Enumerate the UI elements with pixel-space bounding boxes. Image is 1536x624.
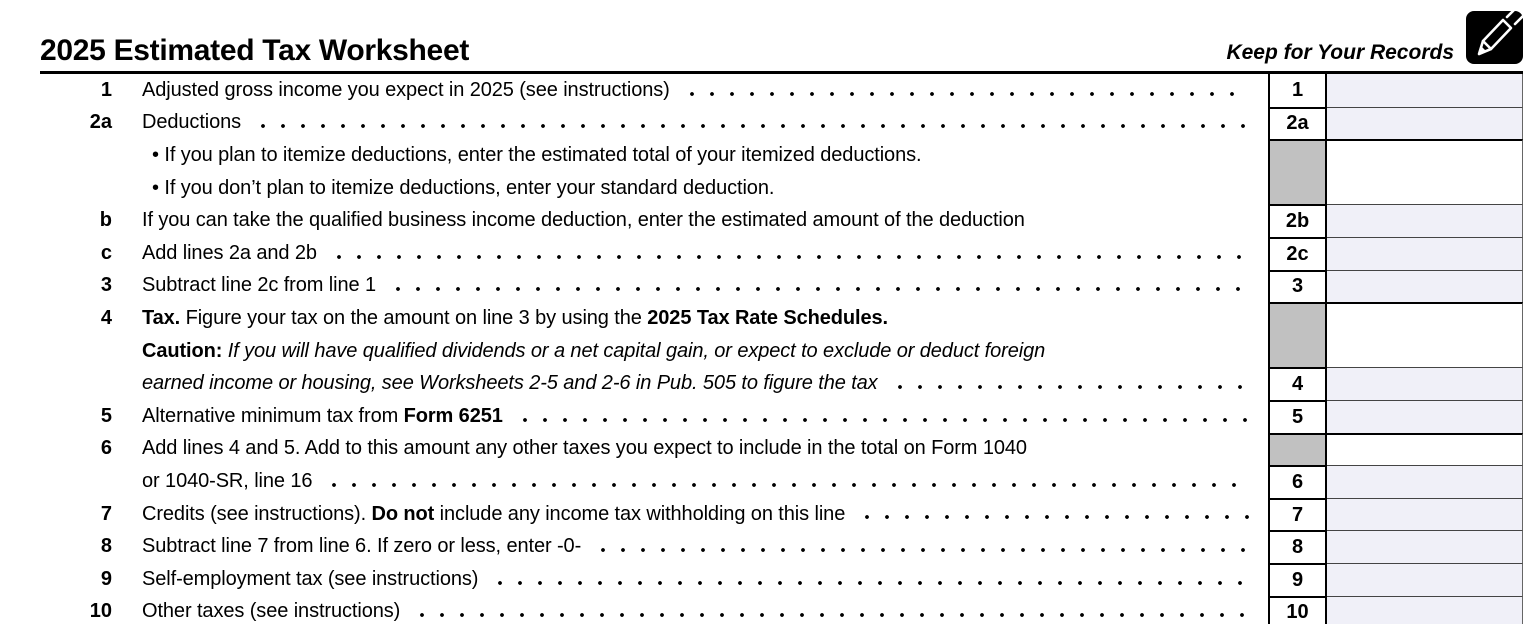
line-number-label: c [100, 241, 112, 264]
line-text [142, 568, 478, 591]
text-segment: Self-employment tax (see instructions) [142, 567, 479, 590]
entry-field-2a[interactable] [1327, 107, 1523, 140]
entry-blank [1327, 302, 1523, 335]
line-text [152, 177, 774, 200]
line-number-label: 8 [100, 535, 112, 558]
dot-leader [933, 153, 1250, 165]
text-segment: Deductions [142, 111, 242, 134]
line-number-label: 4 [100, 306, 112, 329]
line-text [152, 144, 921, 167]
entry-field-8[interactable] [1327, 530, 1523, 563]
line-number-label: 9 [100, 567, 112, 590]
dot-leader [786, 185, 1250, 197]
line-box-shaded [1268, 433, 1327, 466]
line-text [142, 600, 400, 623]
worksheet-row-line-4-caution [0, 335, 1536, 368]
page-title: 2025 Estimated Tax Worksheet [40, 34, 470, 67]
text-segment: Tax. [142, 306, 181, 329]
text-segment: • If you don’t plan to itemize deductions, enter your standard deduction. [152, 176, 775, 199]
line-box-5: 5 [1268, 400, 1327, 433]
line-number-label: b [99, 209, 112, 232]
line-text [142, 242, 317, 265]
dot-leader [253, 120, 1250, 132]
entry-field-9[interactable] [1327, 563, 1523, 596]
line-text [142, 437, 1027, 460]
worksheet-row-line-8 [0, 530, 1536, 563]
worksheet-rows [0, 74, 1536, 624]
dot-leader [900, 316, 1250, 328]
line-box-4: 4 [1268, 367, 1327, 400]
text-segment: If you can take the qualified business income deduction, enter the estimated amount of the deduction [142, 209, 1025, 232]
dot-leader [388, 283, 1250, 295]
entry-field-4[interactable] [1327, 367, 1523, 400]
entry-field-6[interactable] [1327, 465, 1523, 498]
worksheet-row-line-2c [0, 237, 1536, 270]
line-text [142, 340, 1045, 363]
line-box-8: 8 [1268, 530, 1327, 563]
dot-leader [1039, 446, 1250, 458]
worksheet-row-line-1 [0, 74, 1536, 107]
worksheet-row-line-7 [0, 498, 1536, 531]
line-text [142, 372, 878, 395]
text-segment: Adjusted gross income you expect in 2025 (see instructions) [142, 78, 670, 101]
line-box-7: 7 [1268, 498, 1327, 531]
worksheet-row-line-9 [0, 563, 1536, 596]
entry-field-1[interactable] [1327, 74, 1523, 107]
text-segment: or 1040-SR, line 16 [142, 469, 313, 492]
line-box-2c: 2c [1268, 237, 1327, 270]
text-segment: Subtract line 7 from line 6. If zero or less, enter -0- [142, 535, 582, 558]
line-number-label: 1 [100, 78, 112, 101]
dot-leader [682, 88, 1250, 100]
line-text [142, 470, 312, 493]
line-box-6: 6 [1268, 465, 1327, 498]
entry-field-2c[interactable] [1327, 237, 1523, 270]
line-box-3: 3 [1268, 270, 1327, 303]
line-box-shaded [1268, 172, 1327, 205]
line-text [142, 503, 845, 526]
worksheet-row-line-2a [0, 107, 1536, 140]
worksheet-row-line-2a-bullet-itemize [0, 139, 1536, 172]
worksheet-row-line-3 [0, 270, 1536, 303]
text-segment: • If you plan to itemize deductions, enter the estimated total of your itemized deductions. [152, 143, 922, 166]
line-box-2a: 2a [1268, 107, 1327, 140]
dot-leader [890, 381, 1250, 393]
worksheet-row-line-5 [0, 400, 1536, 433]
line-box-10: 10 [1268, 596, 1327, 624]
line-number-label: 7 [100, 502, 112, 525]
line-text [142, 307, 888, 330]
worksheet-row-line-6-text [0, 433, 1536, 466]
line-number-label: 3 [100, 274, 112, 297]
text-segment: 2025 Tax Rate Schedules. [647, 306, 888, 329]
text-segment: Credits (see instructions). [142, 502, 372, 525]
line-box-9: 9 [1268, 563, 1327, 596]
dot-leader [324, 479, 1250, 491]
text-segment: earned income or housing, see Worksheets 2-5 and 2-6 in Pub. 505 to figure the tax [142, 372, 878, 395]
entry-field-7[interactable] [1327, 498, 1523, 531]
line-text [142, 209, 1025, 232]
text-segment: include any income tax withholding on this line [434, 502, 846, 525]
line-box-shaded [1268, 302, 1327, 335]
dot-leader [490, 577, 1250, 589]
entry-blank [1327, 139, 1523, 172]
dot-leader [515, 414, 1250, 426]
line-box-shaded [1268, 335, 1327, 368]
worksheet-header [40, 0, 1523, 74]
line-text [142, 535, 581, 558]
entry-blank [1327, 335, 1523, 368]
dot-leader [857, 511, 1250, 523]
text-segment: Alternative minimum tax from [142, 404, 404, 427]
line-number-label: 5 [100, 404, 112, 427]
line-box-1: 1 [1268, 74, 1327, 107]
worksheet-row-line-2b [0, 204, 1536, 237]
entry-blank [1327, 172, 1523, 205]
dot-leader [412, 609, 1250, 621]
line-number-label: 6 [100, 437, 112, 460]
text-segment: Caution: [142, 339, 223, 362]
entry-field-2b[interactable] [1327, 204, 1523, 237]
text-segment: Form 6251 [403, 404, 503, 427]
dot-leader [1037, 218, 1250, 230]
worksheet-row-line-2a-bullet-standard [0, 172, 1536, 205]
entry-field-10[interactable] [1327, 596, 1523, 624]
text-segment: If you will have qualified dividends or a net capital gain, or expect to exclude or deduct foreign [222, 339, 1046, 362]
line-text [142, 405, 503, 428]
dot-leader [593, 544, 1250, 556]
line-text [142, 111, 241, 134]
text-segment: Subtract line 2c from line 1 [142, 274, 376, 297]
entry-field-5[interactable] [1327, 400, 1523, 433]
line-box-2b: 2b [1268, 204, 1327, 237]
line-number-label: 10 [89, 600, 112, 623]
text-segment: Add lines 4 and 5. Add to this amount any other taxes you expect to include in the total on Form 1040 [142, 437, 1027, 460]
worksheet-row-line-10 [0, 596, 1536, 624]
line-text [142, 79, 670, 102]
line-number-label: 2a [89, 111, 112, 134]
pencil-icon [1466, 11, 1523, 64]
dot-leader [1057, 348, 1250, 360]
text-segment: Other taxes (see instructions) [142, 600, 401, 623]
worksheet-row-line-4-entry [0, 367, 1536, 400]
entry-field-3[interactable] [1327, 270, 1523, 303]
text-segment: Do not [371, 502, 435, 525]
line-box-shaded [1268, 139, 1327, 172]
line-text [142, 274, 376, 297]
entry-blank [1327, 433, 1523, 466]
worksheet-row-line-6-entry [0, 465, 1536, 498]
worksheet-row-line-4-text [0, 302, 1536, 335]
dot-leader [329, 251, 1250, 263]
keep-for-records-note: Keep for Your Records [1226, 41, 1454, 64]
text-segment: Add lines 2a and 2b [142, 241, 317, 264]
text-segment: Figure your tax on the amount on line 3 by using the [180, 306, 648, 329]
